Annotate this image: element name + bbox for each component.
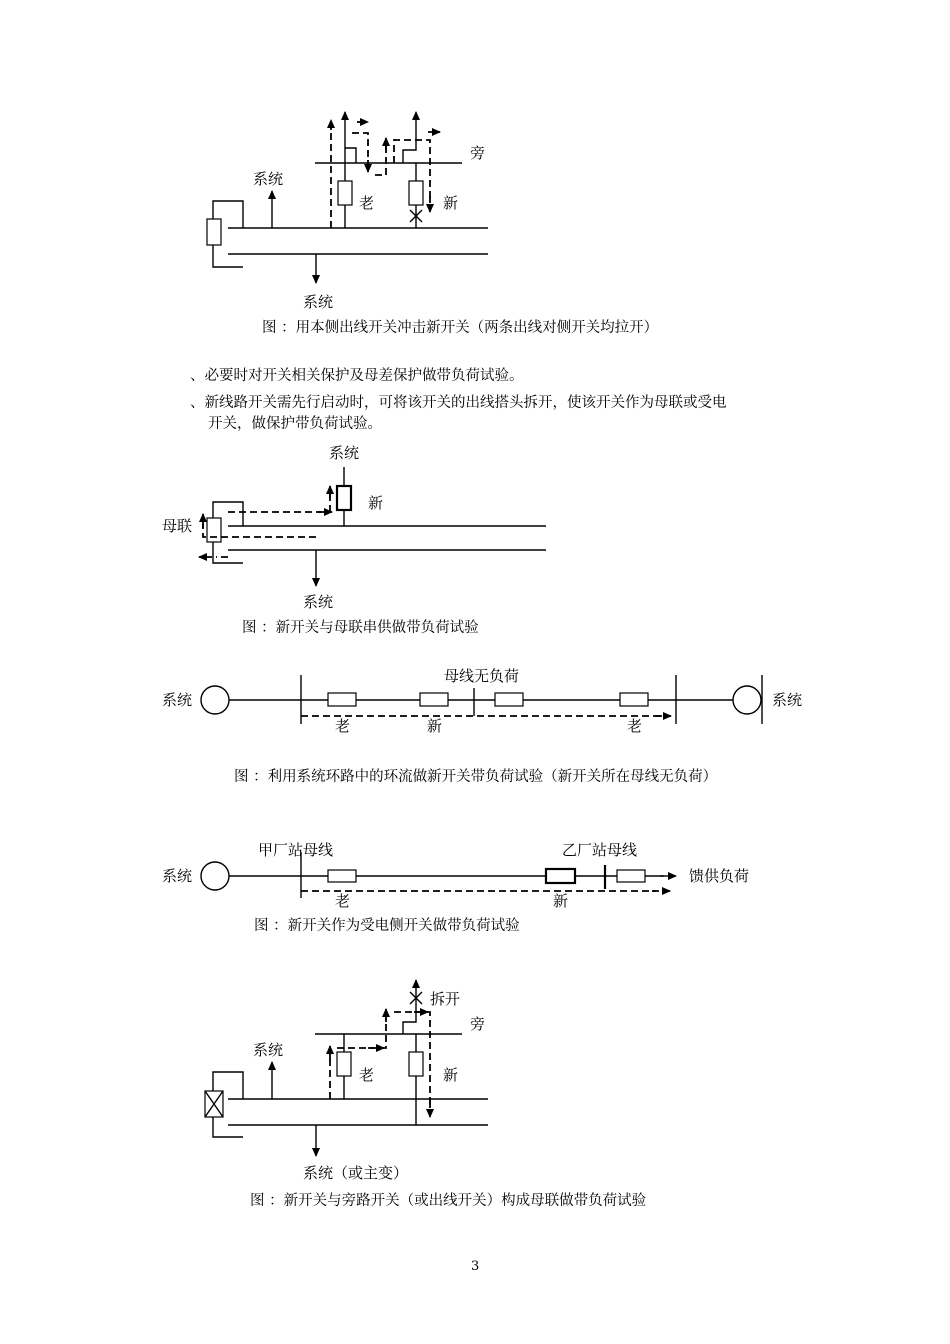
label-system-or-transformer: 系统（或主变） (303, 1164, 409, 1182)
label-system-left: 系统 (162, 691, 193, 709)
label-old: 老 (359, 194, 375, 212)
figure-2 (162, 444, 546, 636)
system-source-right (733, 686, 761, 714)
label-new: 新 (553, 892, 569, 910)
label-new: 新 (443, 1066, 459, 1084)
list-item-1 (190, 366, 524, 387)
label-no-load: 母线无负荷 (444, 667, 520, 685)
label-system-bottom: 系统 (303, 293, 334, 311)
bus-coupler-switch (207, 219, 221, 245)
new-switch (546, 869, 575, 883)
label-new: 新 (443, 194, 459, 212)
label-system: 系统 (162, 867, 193, 885)
figure-caption: 图 ：利用系统环路中的环流做新开关带负荷试验（新开关所在母线无负荷） (234, 769, 718, 785)
label-old: 老 (335, 892, 351, 910)
figure-caption: 图 ：新开关作为受电侧开关做带负荷试验 (254, 918, 520, 934)
list-item-text-line1: 、新线路开关需先行启动时，可将该开关的出线搭头拆开，使该开关作为母联或受电 (190, 395, 727, 411)
list-item-text: 、必要时对开关相关保护及母差保护做带负荷试验。 (190, 368, 524, 384)
system-source (201, 862, 229, 890)
old-switch-2 (620, 693, 648, 706)
old-switch (338, 181, 352, 205)
system-source-left (201, 686, 229, 714)
figure-caption: 图 ：新开关与旁路开关（或出线开关）构成母联做带负荷试验 (250, 1193, 647, 1209)
label-new: 新 (427, 717, 443, 735)
new-switch (409, 1052, 423, 1076)
label-old: 老 (359, 1066, 375, 1084)
label-old-2: 老 (627, 717, 643, 735)
label-plant-b-bus: 乙厂站母线 (562, 841, 638, 859)
label-disconnected: 拆开 (430, 990, 461, 1008)
old-switch (337, 1052, 351, 1076)
bus-coupler-switch (207, 518, 221, 542)
figure-caption: 图 ：新开关与母联串供做带负荷试验 (242, 620, 479, 636)
switch (617, 870, 645, 882)
old-switch (328, 870, 356, 882)
label-system-top: 系统 (253, 1041, 284, 1059)
label-system-right: 系统 (772, 691, 803, 709)
list-item-2 (190, 393, 727, 435)
figure-5 (205, 980, 646, 1209)
figure-3 (162, 667, 802, 785)
new-switch (409, 181, 423, 205)
label-old-1: 老 (335, 717, 351, 735)
page-number: 3 (471, 1259, 480, 1274)
label-plant-a-bus: 甲厂站母线 (258, 841, 334, 859)
figure-1 (207, 112, 658, 336)
new-switch (337, 486, 351, 510)
label-pang: 旁 (470, 144, 486, 162)
label-feeder-load: 馈供负荷 (689, 867, 750, 885)
label-bus-coupler: 母联 (162, 517, 193, 535)
new-switch (420, 693, 448, 706)
label-new: 新 (368, 494, 384, 512)
label-system-bottom: 系统 (303, 593, 334, 611)
label-pang: 旁 (470, 1015, 486, 1033)
figure-4 (162, 841, 749, 934)
list-item-text-line2: 开关，做保护带负荷试验。 (208, 416, 382, 432)
label-system-top: 系统 (329, 444, 360, 462)
switch (495, 693, 523, 706)
figure-caption: 图 ：用本侧出线开关冲击新开关（两条出线对侧开关均拉开） (262, 320, 659, 336)
old-switch-1 (328, 693, 356, 706)
label-system-top: 系统 (253, 170, 284, 188)
